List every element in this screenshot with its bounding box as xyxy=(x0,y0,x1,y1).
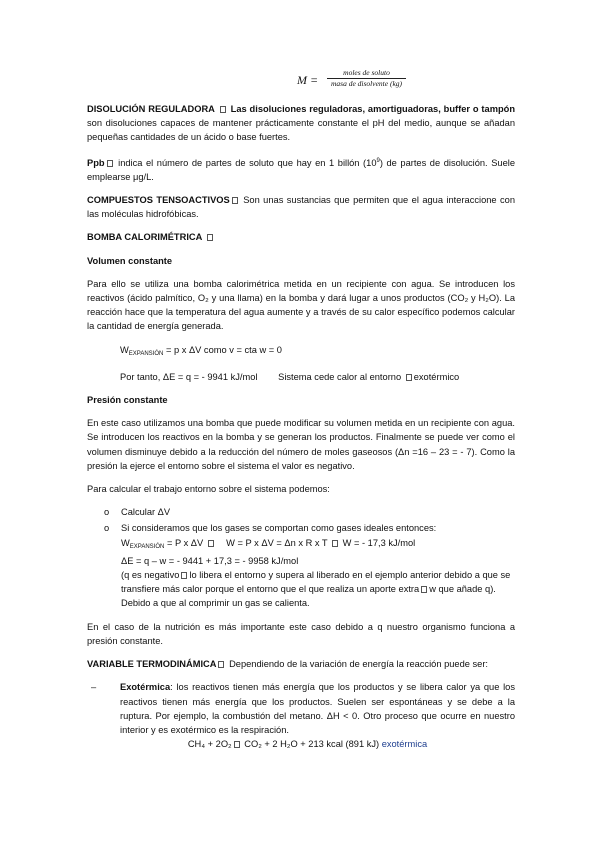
tenso-paragraph xyxy=(87,193,515,221)
eq2-text: Por tanto, ΔE = q = - 9941 kJ/mol Sistema cede calor al entorno xyxy=(120,371,402,382)
reaction-reactants: CH₄ + 2O₂ xyxy=(187,739,232,750)
arrow-placeholder-icon xyxy=(107,160,113,167)
formula-numerator: moles de soluto xyxy=(327,68,406,79)
arrow-placeholder-icon xyxy=(234,741,240,748)
bullet: o xyxy=(104,507,110,518)
reguladora-title: DISOLUCIÓN REGULADORA xyxy=(87,104,215,114)
arrow-placeholder-icon xyxy=(421,586,427,593)
ppb-text-2: ) de partes de disolución. Suele emplearse μg/L. xyxy=(87,157,515,182)
ppb-paragraph xyxy=(87,154,515,184)
item2-d2: lo libera el entorno y supera al liberado en el ejemplo anterior debido a que se transfiere más calor porque el entorno que el que realiza un aporte extra xyxy=(121,570,511,595)
bomba-heading xyxy=(87,230,515,244)
arrow-placeholder-icon xyxy=(220,106,226,113)
presion-paragraph-2: Para calcular el trabajo entorno sobre el sistema podemos: xyxy=(87,484,330,495)
arrow-placeholder-icon xyxy=(332,540,338,547)
reaction-tag: exotérmica xyxy=(381,739,428,750)
exo-title: Exotérmica xyxy=(120,682,171,693)
item2-b2: = P x ΔV xyxy=(164,537,204,548)
exo-text: : los reactivos tienen más energía que los productos y se libera calor ya que los reactivos tienen más energía que los productos. Suelen ser espontáneas y se debe a la ruptura. Por ejemplo, la combustión del metano. ΔH < 0. Otro proceso que ocurre en nuestro interior y es exotérmico es la respiración. xyxy=(120,682,515,735)
reguladora-text: son disoluciones capaces de mantener prácticamente constante el pH del medio, aunque se añadan pequeñas cantidades de un ácido o base fuertes. xyxy=(87,118,515,143)
tenso-title: COMPUESTOS TENSOACTIVOS xyxy=(87,195,230,206)
item2-b3: W = P x ΔV = Δn x R x T xyxy=(215,537,328,548)
bullet: o xyxy=(104,523,110,534)
item2-b1: W xyxy=(121,537,130,548)
exo-reaction xyxy=(100,737,515,751)
item2-a: Si consideramos que los gases se comportan como gases ideales entonces: xyxy=(121,523,437,534)
eq1-rest: = p x ΔV como v = cta w = 0 xyxy=(163,344,282,355)
presion-list xyxy=(87,505,515,610)
exo-item xyxy=(87,680,515,751)
arrow-placeholder-icon xyxy=(207,234,213,241)
item2-d1: (q es negativo xyxy=(121,570,180,581)
dash: – xyxy=(91,682,97,693)
item2-c: ΔE = q – w = - 9441 + 17,3 = - 9958 kJ/mol xyxy=(121,555,299,566)
item1-text: Calcular ΔV xyxy=(121,507,171,518)
list-item xyxy=(87,505,515,519)
arrow-placeholder-icon xyxy=(218,661,224,668)
eq1-w: W xyxy=(120,344,129,355)
arrow-placeholder-icon xyxy=(232,197,238,204)
presion-paragraph: En este caso utilizamos una bomba que puede modificar su volumen metida en un recipiente con agua. Se introducen los reactivos en la bomba y se generan los productos. Finalmente se puede ver como el volumen disminuye debido a la reducción del número de moles gaseosos (Δn =16 – 23 = - 7). Como la presión la ejerce el entorno sobre el sistema el valor es negativo. xyxy=(87,418,515,471)
formula-denominator: masa de disolvente (kg) xyxy=(331,79,403,88)
formula-fraction xyxy=(327,68,406,89)
volumen-heading: Volumen constante xyxy=(87,255,173,266)
item2-b1-sub: EXPANSIÓN xyxy=(129,543,165,550)
nutricion-paragraph: En el caso de la nutrición es más importante este caso debido a q nuestro organismo funciona a presión constante. xyxy=(87,621,515,646)
bomba-title: BOMBA CALORIMÉTRICA xyxy=(87,232,203,243)
eq1-sub: EXPANSIÓN xyxy=(128,350,164,357)
variable-paragraph xyxy=(87,657,515,671)
ppb-text-1: indica el número de partes de soluto que hay en 1 billón (10 xyxy=(118,157,377,168)
reguladora-lead: Las disoluciones reguladoras, amortiguadoras, buffer o tampón xyxy=(230,104,515,114)
presion-heading: Presión constante xyxy=(87,395,168,406)
volumen-paragraph: Para ello se utiliza una bomba calorimétrica metida en un recipiente con agua. Se introducen los reactivos (ácido palmítico, O₂ y una llama) en la bomba y dará lugar a unos productos (CO₂ y H₂O). La reacción hace que la temperatura del agua aumente y a través de su calor específico podemos calcular la cantidad de energía generada. xyxy=(87,278,515,332)
reguladora-paragraph xyxy=(87,102,515,145)
reaction-products: CO₂ + 2 H₂O + 213 kcal (891 kJ) xyxy=(241,739,382,750)
arrow-placeholder-icon xyxy=(208,540,214,547)
list-item xyxy=(87,521,515,610)
variable-title: VARIABLE TERMODINÁMICA xyxy=(87,659,217,670)
volumen-eq1 xyxy=(120,343,515,361)
arrow-placeholder-icon xyxy=(406,374,412,381)
ppb-title: Ppb xyxy=(87,157,105,168)
tenso-text: Son unas sustancias que permiten que el agua interaccione con las moléculas hidrofóbicas. xyxy=(87,195,516,220)
molality-formula xyxy=(147,68,515,92)
volumen-eq2 xyxy=(120,370,515,384)
formula-lhs: M = xyxy=(297,73,319,87)
eq2-end: exotérmico xyxy=(413,371,460,382)
item2-b4: W = - 17,3 kJ/mol xyxy=(340,537,416,548)
item2-d3: w que añade q). Debido a que al comprimir un gas se calienta. xyxy=(121,584,496,609)
ppb-exponent: 9 xyxy=(376,157,380,164)
document-page xyxy=(87,68,515,760)
variable-text: Dependiendo de la variación de energía la reacción puede ser: xyxy=(229,659,489,670)
arrow-placeholder-icon xyxy=(181,572,187,579)
